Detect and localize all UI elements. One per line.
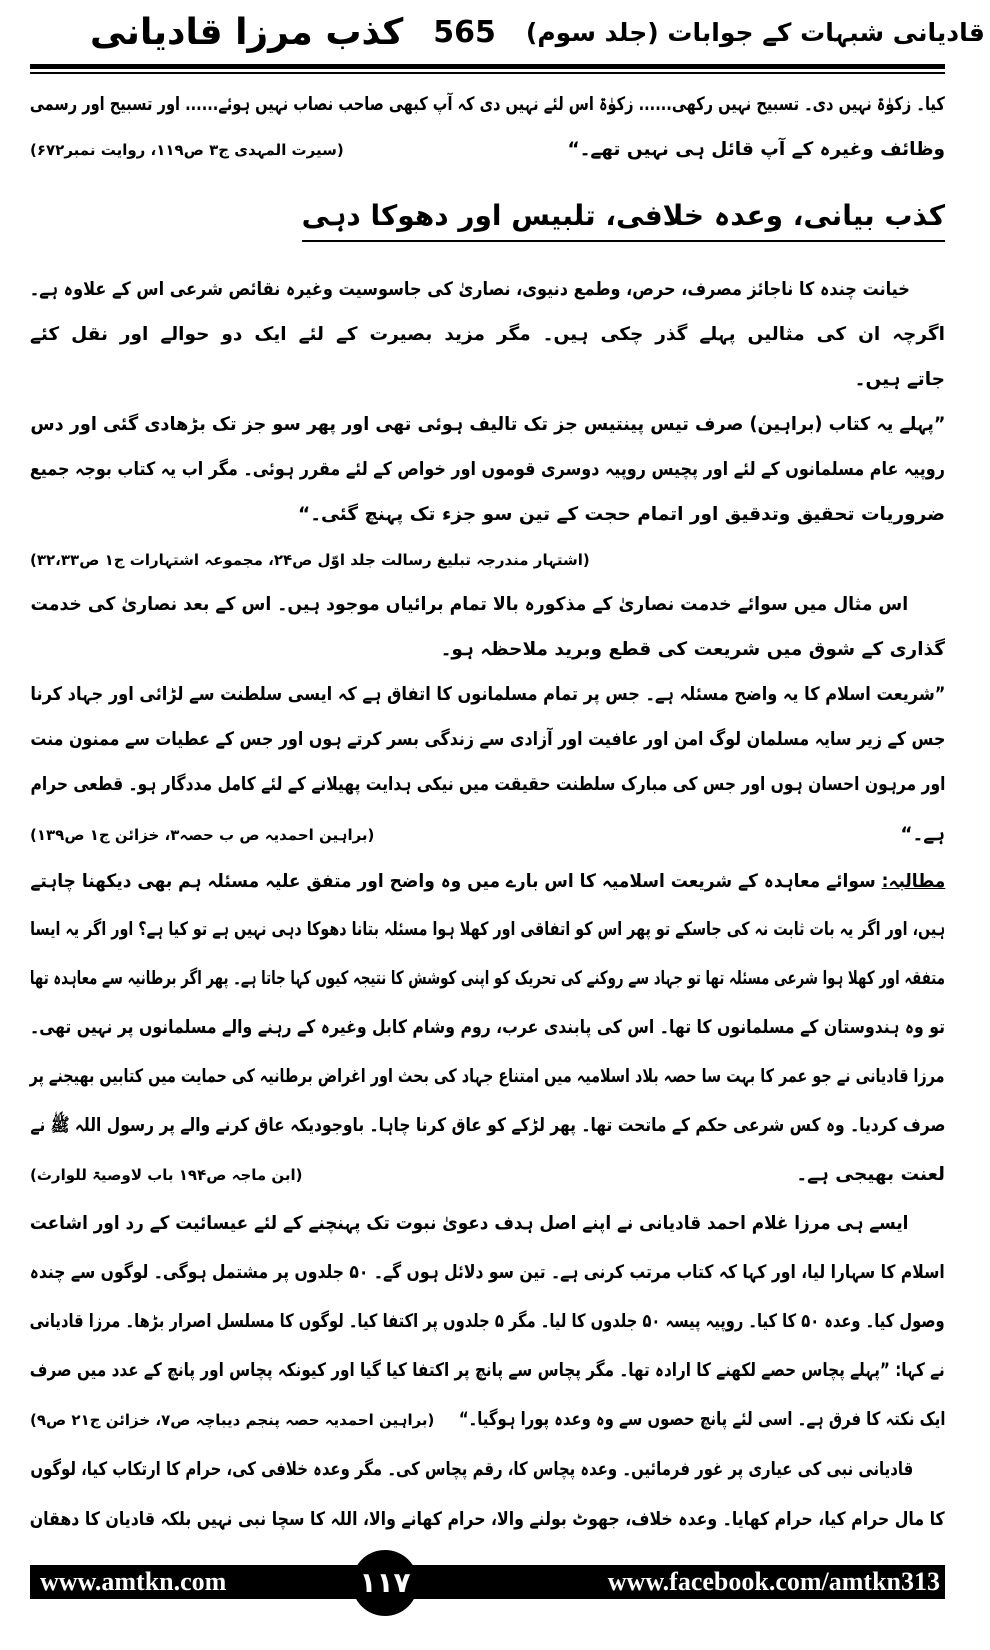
- section-title: کذب مرزا قادیانی: [90, 12, 404, 53]
- text-line: [30, 83, 945, 127]
- folio-number: ۱۱۷: [352, 1550, 418, 1616]
- text-line: [30, 763, 945, 807]
- line-text: گذاری کے شوق میں شریعت کی قطع وبرید ملاحظہ ہو۔: [440, 639, 945, 660]
- line-text: قادیانی نبی کی عیاری پر غور فرمائیں۔ وعدہ پچاس کا، رقم پچاس کی۔ مگر وعدہ خلافی کی، حرام کا ارتکاب کیا، لوگوں: [29, 1459, 913, 1480]
- text-line: [30, 1300, 945, 1344]
- citation: (براہین احمدیہ حصہ پنجم دیباچہ ص۷، خزائن ج۲۱ ص۹): [30, 1411, 435, 1429]
- text-line: [30, 1498, 945, 1542]
- text-line: [30, 1202, 945, 1246]
- line-text: کیا۔ زکوٰۃ نہیں دی۔ تسبیح نہیں رکھی...... زکوٰۃ اس لئے نہیں دی کہ آپ کبھی صاحب نصاب نہیں ہوئے...... اور تسبیح اور رسمی: [30, 94, 945, 115]
- text-line: [30, 1349, 945, 1393]
- text-line: [30, 403, 945, 447]
- citation: (اشتہار مندرجہ تبلیغ رسالت جلد اوّل ص۲۴، مجموعہ اشتہارات ج۱ ص۳۲،۳۳): [30, 551, 590, 569]
- website-link[interactable]: www.amtkn.com: [40, 1567, 227, 1596]
- text-line: [30, 1398, 945, 1442]
- facebook-link[interactable]: www.facebook.com/amtkn313: [607, 1567, 940, 1596]
- text-line: [30, 718, 945, 762]
- citation-line: [30, 538, 945, 582]
- text-line: [30, 860, 945, 904]
- header-rule-thin: [30, 72, 945, 74]
- line-text: ضروریات تحقیق وتدقیق اور اتمام حجت کے تین سو جزء تک پہنچ گئی۔“: [298, 504, 945, 525]
- text-line: [30, 673, 945, 717]
- text-line: [30, 1006, 945, 1050]
- line-text: ایک نکتہ کا فرق ہے۔ اسی لئے پانچ حصوں سے وہ وعدہ پورا ہوگیا۔“: [458, 1409, 945, 1430]
- text-line: [30, 128, 945, 172]
- text-line: [30, 358, 945, 402]
- text-line: [30, 908, 945, 952]
- line-text: نے کہا: ”پہلے پچاس حصے لکھنے کا ارادہ تھا۔ مگر پچاس سے پانچ پر اکتفا کیا گیا اور کیونکہ پچاس اور پانچ کے عدد میں صرف: [30, 1360, 945, 1381]
- citation: (سیرت المہدی ج۳ ص۱۱۹، روایت نمبر۶۷۲): [30, 141, 344, 159]
- line-text: لعنت بھیجی ہے۔: [796, 1164, 945, 1185]
- text-line: [30, 313, 945, 357]
- line-text: تو وہ ہندوستان کے مسلمانوں کا تھا۔ اس کی پابندی عرب، روم وشام کابل وغیرہ کے رہنے والے مسلمانوں پر نہیں تھی۔: [30, 1017, 945, 1038]
- section-heading: کذب بیانی، وعدہ خلافی، تلبیس اور دھوکا دہی: [302, 192, 945, 242]
- text-line: [30, 583, 945, 627]
- book-title: قادیانی شبہات کے جوابات (جلد سوم): [525, 18, 985, 47]
- page-number: 565: [433, 15, 496, 50]
- line-text: ”پہلے یہ کتاب (براہین) صرف تیس پینتیس جز تک تالیف ہوئی تھی اور پھر سو جز تک بڑھادی گئی اور دس: [29, 414, 945, 435]
- line-text: ہے۔“: [900, 824, 945, 845]
- line-text: اس مثال میں سوائے خدمت نصاریٰ کے مذکورہ بالا تمام برائیاں موجود ہیں۔ اس کے بعد نصاریٰ کی خدمت: [30, 594, 908, 615]
- citation: (براہین احمدیہ ص ب حصہ۳، خزائن ج۱ ص۱۳۹): [30, 826, 375, 844]
- line-text: خیانت چندہ کا ناجائز مصرف، حرص، وطمع دنیوی، نصاریٰ کی جاسوسیت وغیرہ نقائص شرعی اس کے علاوہ ہے۔: [30, 279, 911, 300]
- text-line: [30, 1251, 945, 1295]
- line-text: کا مال حرام کیا، حرام کھایا۔ وعدہ خلاف، جھوٹ بولنے والا، حرام کھانے والا، اللہ کا سچا نبی نہیں بلکہ قادیان کا دھقان: [30, 1509, 945, 1530]
- citation: (ابن ماجہ ص۱۹۴ باب لاوصیۃ للوارث): [30, 1166, 303, 1184]
- text-line: [30, 628, 945, 672]
- line-text: جاتے ہیں۔: [854, 369, 945, 390]
- line-text: اور مرہون احسان ہوں اور جس کی مبارک سلطنت حقیقت میں نیکی ہدایت پھیلانے کے لئے کامل مددگار ہو۔ قطعی حرام: [30, 774, 945, 795]
- line-text: وصول کیا۔ وعدہ ۵۰ کا کیا۔ روپیہ پیسہ ۵۰ جلدوں کا لیا۔ مگر ۵ جلدوں پر اکتفا کیا۔ لوگوں کا مسلسل اصرار بڑھا۔ مرزا قادیانی: [29, 1311, 945, 1332]
- line-text: ہیں، اور اگر یہ بات ثابت نہ کی جاسکے تو پھر اس کو اتفاقی اور کھلا ہوا مسئلہ بتانا دھوکا دہی نہیں ہے تو کیا ہے؟ اور اگر یہ ایسا: [30, 919, 945, 940]
- text-line: [30, 1448, 945, 1492]
- line-text: ”شریعت اسلام کا یہ واضح مسئلہ ہے۔ جس پر تمام مسلمانوں کا اتفاق ہے کہ ایسی سلطنت سے لڑائی اور جہاد کرنا: [30, 684, 945, 705]
- text-line: [30, 493, 945, 537]
- line-text: اگرچہ ان کی مثالیں پہلے گذر چکی ہیں۔ مگر مزید بصیرت کے لئے ایک دو حوالے اور نقل کئے: [30, 324, 945, 345]
- text-line: [30, 1055, 945, 1099]
- page-header: [30, 8, 985, 58]
- line-text: وظائف وغیرہ کے آپ قائل ہی نہیں تھے۔“: [567, 139, 945, 160]
- line-body: سوائے معاہدہ کے شریعت اسلامیہ کا اس بارے میں وہ واضح اور متفق علیہ مسئلہ ہم بھی دیکھنا چاہتے: [30, 871, 876, 892]
- text-line: [30, 268, 945, 312]
- text-line: [30, 448, 945, 492]
- text-line: [30, 957, 945, 1001]
- line-text: مرزا قادیانی نے جو عمر کا بہت سا حصہ بلاد اسلامیہ میں امتناع جہاد کی بحث اور اغراض برطانیہ کی حمایت میں کتابیں بھیجنے پر: [30, 1066, 945, 1087]
- line-text: اسلام کا سہارا لیا، اور کہا کہ کتاب مرتب کرنی ہے۔ تین سو دلائل ہوں گے۔ ۵۰ جلدوں پر مشتمل ہوگی۔ لوگوں سے چندہ: [29, 1262, 945, 1283]
- line-text: متفقہ اور کھلا ہوا شرعی مسئلہ تھا تو جہاد سے روکنے کی تحریک کو اپنی کوشش کا نتیجہ کیوں کہا جاتا ہے۔ پھر اگر برطانیہ سے معاہدہ تھا: [29, 968, 945, 989]
- line-text: صرف کردیا۔ وہ کس شرعی حکم کے ماتحت تھا۔ پھر لڑکے کو عاق کرنا چاہا۔ باوجودیکہ عاق کرنے والے پر رسول اللہ ﷺ نے: [29, 1115, 945, 1136]
- line-text: جس کے زیر سایہ مسلمان لوگ امن اور عافیت اور آزادی سے زندگی بسر کرتے ہوں اور جس کے عطیات سے ممنون منت: [30, 729, 945, 750]
- line-text: ایسے ہی مرزا غلام احمد قادیانی نے اپنے اصل ہدف دعویٰ نبوت تک پہنچنے کے لئے عیسائیت کے رد اور اشاعت: [29, 1213, 909, 1234]
- text-line: [30, 1153, 945, 1197]
- text-line: [30, 1104, 945, 1148]
- header-rule-thick: [30, 64, 945, 69]
- text-line: [30, 813, 945, 857]
- line-text: روپیہ عام مسلمانوں کے لئے اور پچیس روپیہ دوسری قوموں اور خواص کے لئے مقرر ہوئی۔ مگر اب یہ کتاب بوجہ جمیع: [29, 459, 945, 480]
- line-text: [30, 860, 945, 904]
- demand-label: مطالبہ:: [881, 871, 945, 892]
